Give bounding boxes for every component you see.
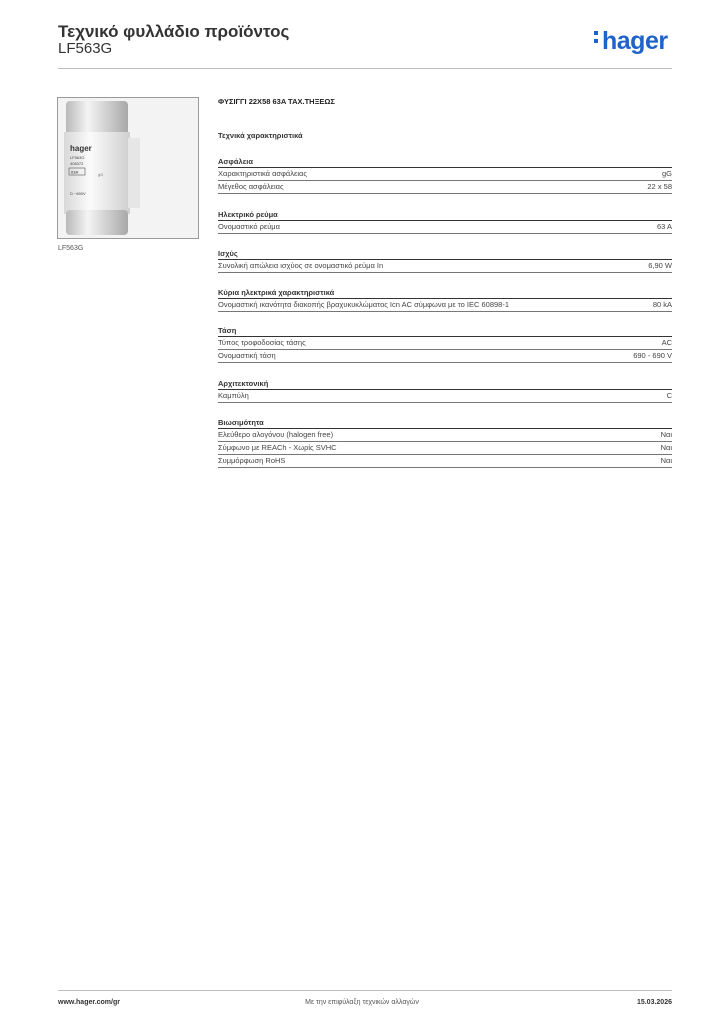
section-title: Ηλεκτρικό ρεύμα [218, 209, 672, 221]
spec-value: 690 - 690 V [633, 351, 672, 360]
section-title: Κύρια ηλεκτρικά χαρακτηριστικά [218, 287, 672, 299]
section-title: Ασφάλεια [218, 156, 672, 168]
section-architecture [218, 378, 672, 403]
footer-date: 15.03.2026 [636, 999, 672, 1006]
spec-label: Μέγεθος ασφάλειας [218, 182, 284, 191]
spec-label: Χαρακτηριστικά ασφάλειας [218, 169, 307, 178]
spec-label: Σύμφωνο με REACh - Χωρίς SVHC [218, 443, 337, 452]
section-current [218, 209, 672, 234]
image-caption: LF563G [58, 245, 84, 252]
spec-value: C [666, 391, 672, 400]
section-voltage [218, 325, 672, 363]
image-label-rating: 63A [71, 169, 79, 175]
spec-label: Τύπος τροφοδοσίας τάσης [218, 338, 306, 347]
footer-divider [58, 990, 672, 991]
tech-features-heading: Τεχνικά χαρακτηριστικά [218, 131, 303, 140]
spec-row [218, 442, 672, 455]
spec-row [218, 221, 672, 234]
spec-label: Ονομαστικό ρεύμα [218, 222, 280, 231]
section-title: Τάση [218, 325, 672, 337]
spec-row [218, 455, 672, 468]
spec-row [218, 168, 672, 181]
spec-row [218, 350, 672, 363]
spec-row [218, 390, 672, 403]
hager-logo [594, 27, 668, 55]
spec-value: 22 x 58 [647, 182, 672, 191]
spec-value: gG [661, 169, 672, 178]
spec-label: Καμπύλη [218, 391, 249, 400]
image-label-ref: 408372 [70, 161, 84, 166]
footer-note: Με την επιφύλαξη τεχνικών αλλαγών [305, 999, 419, 1006]
spec-label: Συμμόρφωση RoHS [218, 456, 286, 465]
spec-label: Ονομαστική τάση [218, 351, 276, 360]
fuse-cartridge-image [58, 98, 198, 238]
section-sustainability [218, 417, 672, 468]
section-title: Ισχύς [218, 248, 672, 260]
logo-colon-icon [594, 27, 599, 47]
section-power [218, 248, 672, 273]
footer-url-link[interactable]: www.hager.com/gr [58, 999, 120, 1006]
spec-label: Συνολική απώλεια ισχύος σε ονομαστικό ρεύμα In [218, 261, 384, 270]
spec-row [218, 181, 672, 194]
spec-row [218, 337, 672, 350]
section-title: Αρχιτεκτονική [218, 378, 672, 390]
section-fuse [218, 156, 672, 194]
spec-value: 6,90 W [648, 261, 672, 270]
image-label-voltage: D ~690V [70, 191, 86, 196]
spec-value: Ναι [660, 430, 672, 439]
product-title: ΦΥΣΙΓΓΙ 22X58 63A ΤΑΧ.ΤΗΞΕΩΣ [218, 97, 335, 106]
product-code: LF563G [58, 40, 113, 57]
image-label-class: gG [98, 172, 104, 177]
spec-value: AC [661, 338, 672, 347]
spec-value: Ναι [660, 443, 672, 452]
header-divider [58, 68, 672, 69]
spec-label: Ελεύθερο αλογόνου (halogen free) [218, 430, 334, 439]
logo-text: hager [602, 27, 668, 55]
spec-value: 63 A [656, 222, 672, 231]
image-label-brand: hager [70, 144, 92, 153]
spec-label: Ονομαστική ικανότητα διακοπής βραχυκυκλώματος Icn AC σύμφωνα με το IEC 60898-1 [218, 300, 510, 309]
spec-row [218, 299, 672, 312]
spec-row [218, 429, 672, 442]
product-image [57, 97, 199, 239]
spec-value: 80 kA [652, 300, 672, 309]
page-title: Τεχνικό φυλλάδιο προϊόντος [58, 22, 290, 41]
section-main-electrical [218, 287, 672, 312]
spec-value: Ναι [660, 456, 672, 465]
spec-row [218, 260, 672, 273]
section-title: Βιωσιμότητα [218, 417, 672, 429]
image-label-code: LF563G [70, 155, 85, 160]
